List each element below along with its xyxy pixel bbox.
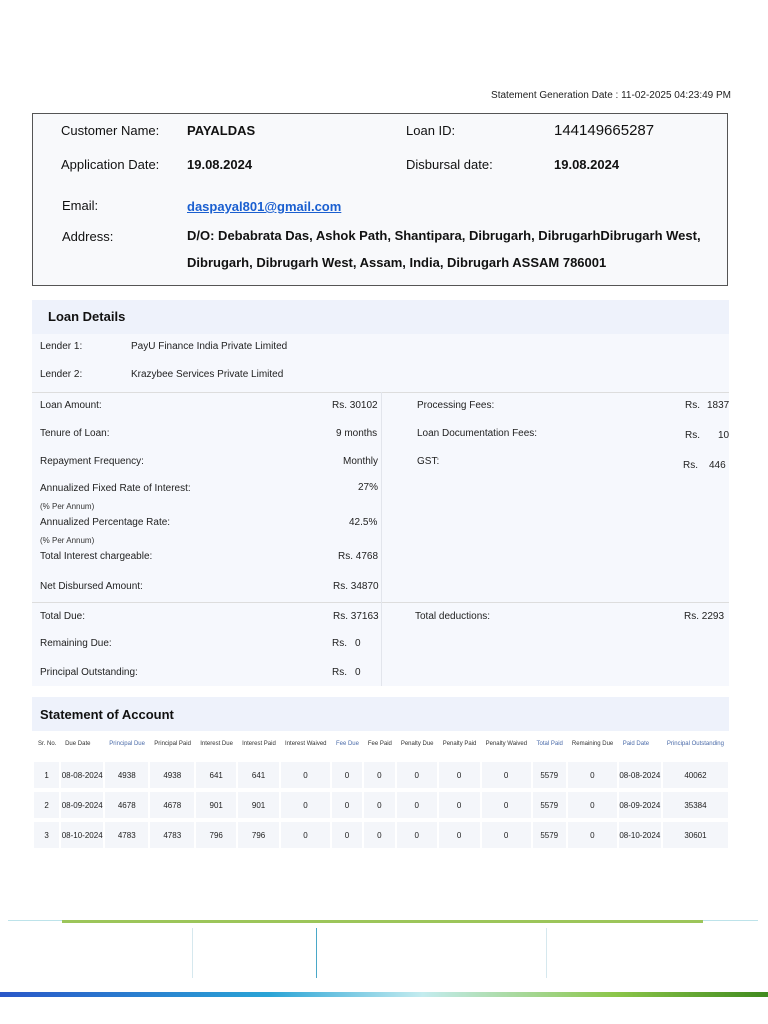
col-header: Sr. No.: [38, 741, 57, 747]
table-cell: 0: [568, 762, 617, 788]
col-header: Paid Date: [622, 741, 650, 747]
disbursal-date-label: Disbursal date:: [406, 157, 493, 172]
total-due-value: Rs. 37163: [333, 611, 379, 622]
apr-value: 42.5%: [349, 517, 378, 528]
documentation-fees-value: 10: [718, 430, 730, 441]
table-cell: 08-10-2024: [61, 822, 103, 848]
table-cell: 0: [281, 822, 330, 848]
disbursal-date-value: 19.08.2024: [554, 157, 620, 172]
table-cell: 0: [439, 762, 480, 788]
processing-fees-rs: Rs.: [685, 400, 700, 411]
column-divider: [381, 392, 382, 602]
statement-generation-date: Statement Generation Date : 11-02-2025 04:23:49 PM: [491, 90, 731, 101]
documentation-fees-rs: Rs.: [685, 430, 700, 441]
table-cell: 796: [238, 822, 279, 848]
col-header: Due Date: [65, 741, 91, 747]
table-cell: 2: [34, 792, 59, 818]
table-cell: 901: [196, 792, 236, 818]
remaining-due-value: 0: [355, 638, 361, 649]
footer-divider: [546, 928, 547, 978]
total-interest-label: Total Interest chargeable:: [40, 551, 153, 562]
table-row: [34, 792, 728, 818]
table-cell: 0: [397, 792, 437, 818]
lender1-value: PayU Finance India Private Limited: [131, 341, 288, 352]
remaining-due-label: Remaining Due:: [40, 638, 112, 649]
table-cell: 0: [439, 792, 480, 818]
lender1-label: Lender 1:: [40, 341, 83, 352]
table-cell: 0: [482, 762, 531, 788]
total-interest-value: Rs. 4768: [338, 551, 379, 562]
application-date-label: Application Date:: [61, 157, 160, 172]
table-cell: 5579: [533, 762, 566, 788]
table-cell: 5579: [533, 822, 566, 848]
table-cell: 0: [397, 822, 437, 848]
application-date-value: 19.08.2024: [187, 157, 253, 172]
table-cell: 0: [364, 762, 395, 788]
apr-label: Annualized Percentage Rate:: [40, 517, 171, 528]
table-cell: 901: [238, 792, 279, 818]
remaining-due-rs: Rs.: [332, 638, 347, 649]
principal-outstanding-value: 0: [355, 667, 361, 678]
table-cell: 0: [332, 822, 362, 848]
net-disbursed-label: Net Disbursed Amount:: [40, 581, 143, 592]
total-due-label: Total Due:: [40, 611, 86, 622]
loan-details-title: Loan Details: [48, 309, 126, 324]
documentation-fees-label: Loan Documentation Fees:: [417, 428, 538, 439]
table-cell: 1: [34, 762, 59, 788]
net-disbursed-value: Rs. 34870: [333, 581, 379, 592]
footer-divider: [316, 928, 317, 978]
table-cell: 0: [332, 792, 362, 818]
gst-value: 446: [709, 460, 726, 471]
email-label: Email:: [62, 198, 99, 213]
lender2-label: Lender 2:: [40, 369, 83, 380]
table-cell: 0: [439, 822, 480, 848]
table-cell: 4938: [105, 762, 148, 788]
table-cell: 0: [332, 762, 362, 788]
total-deductions-label: Total deductions:: [415, 611, 491, 622]
table-cell: 0: [568, 792, 617, 818]
gst-label: GST:: [417, 456, 440, 467]
processing-fees-label: Processing Fees:: [417, 400, 495, 411]
statement-header-row: [34, 735, 728, 762]
table-row: [34, 822, 728, 848]
total-deductions-value: Rs. 2293: [684, 611, 725, 622]
principal-outstanding-rs: Rs.: [332, 667, 347, 678]
repayment-frequency-value: Monthly: [343, 456, 379, 467]
table-cell: 0: [281, 792, 330, 818]
table-cell: 5579: [533, 792, 566, 818]
table-cell: 30601: [663, 822, 728, 848]
statement-title: Statement of Account: [40, 707, 174, 722]
col-header: Penalty Due: [400, 741, 434, 747]
lender2-value: Krazybee Services Private Limited: [131, 369, 284, 380]
col-header: Fee Paid: [367, 741, 392, 747]
fixed-rate-label: Annualized Fixed Rate of Interest:: [40, 483, 191, 494]
table-cell: 08-10-2024: [619, 822, 661, 848]
col-header: Remaining Due: [571, 741, 614, 747]
table-cell: 08-09-2024: [619, 792, 661, 818]
fixed-rate-value: 27%: [358, 482, 379, 493]
col-header: Interest Waived: [285, 741, 327, 747]
table-cell: 4783: [105, 822, 148, 848]
table-cell: 0: [568, 822, 617, 848]
tenure-value: 9 months: [336, 428, 378, 439]
loan-id-label: Loan ID:: [406, 123, 456, 138]
table-cell: 0: [397, 762, 437, 788]
apr-sublabel: (% Per Annum): [40, 536, 95, 545]
col-header: Penalty Paid: [442, 741, 477, 747]
table-cell: 796: [196, 822, 236, 848]
table-row: [34, 762, 728, 788]
table-cell: 40062: [663, 762, 728, 788]
col-header: Principal Paid: [154, 741, 191, 747]
principal-outstanding-label: Principal Outstanding:: [40, 667, 138, 678]
table-cell: 08-09-2024: [61, 792, 103, 818]
table-cell: 4678: [150, 792, 194, 818]
table-cell: 0: [364, 792, 395, 818]
processing-fees-value: 1837: [707, 400, 730, 411]
statement-table: [32, 735, 730, 848]
footer-divider: [192, 928, 193, 978]
address-value: D/O: Debabrata Das, Ashok Path, Shantipara, Dibrugarh, DibrugarhDibrugarh West, Dibrugarh, Dibrugarh West, Assam, India, Dibrugarh ASSAM 786001: [187, 228, 701, 270]
loan-amount-value: Rs. 30102: [332, 400, 378, 411]
table-cell: 4783: [150, 822, 194, 848]
footer-accent-bar: [62, 920, 703, 923]
loan-id-value: 144149665287: [554, 122, 655, 139]
table-cell: 08-08-2024: [61, 762, 103, 788]
col-header: Interest Due: [200, 741, 233, 747]
table-cell: 0: [281, 762, 330, 788]
col-header: Penalty Waived: [485, 741, 528, 747]
table-cell: 4678: [105, 792, 148, 818]
customer-name-label: Customer Name:: [61, 123, 160, 138]
table-cell: 0: [364, 822, 395, 848]
table-cell: 0: [482, 792, 531, 818]
table-cell: 0: [482, 822, 531, 848]
table-cell: 641: [238, 762, 279, 788]
gst-rs: Rs.: [683, 460, 698, 471]
repayment-frequency-label: Repayment Frequency:: [40, 456, 144, 467]
table-cell: 4938: [150, 762, 194, 788]
tenure-label: Tenure of Loan:: [40, 428, 110, 439]
table-cell: 641: [196, 762, 236, 788]
loan-details-header: [32, 300, 729, 334]
footer-gradient-bar: [0, 992, 768, 997]
column-divider: [381, 602, 382, 686]
address-label: Address:: [62, 229, 114, 244]
col-header: Fee Due: [335, 741, 359, 747]
table-cell: 08-08-2024: [619, 762, 661, 788]
email-link[interactable]: daspayal801@gmail.com: [187, 199, 342, 214]
loan-amount-label: Loan Amount:: [40, 400, 102, 411]
table-cell: 35384: [663, 792, 728, 818]
col-header: Total Paid: [536, 741, 563, 747]
col-header: Interest Paid: [242, 741, 276, 747]
fixed-rate-sublabel: (% Per Annum): [40, 502, 95, 511]
col-header: Principal Due: [109, 741, 145, 747]
customer-name-value: PAYALDAS: [187, 123, 256, 138]
table-cell: 3: [34, 822, 59, 848]
col-header: Principal Outstanding: [666, 741, 724, 747]
